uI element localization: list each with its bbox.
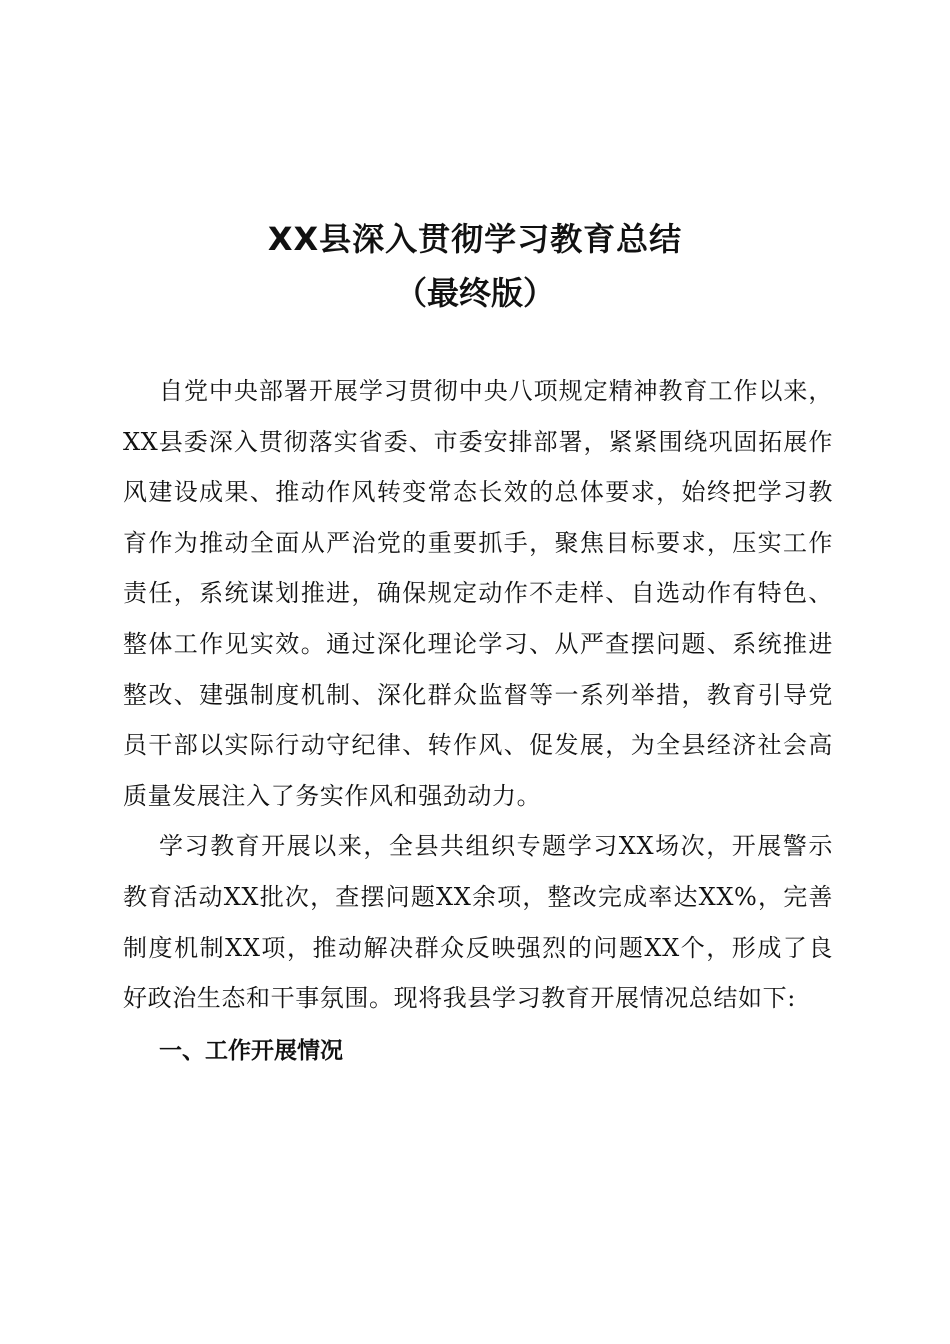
paragraph-intro: 自党中央部署开展学习贯彻中央八项规定精神教育工作以来，XX县委深入贯彻落实省委、市委安排部署，紧紧围绕巩固拓展作风建设成果、推动作风转变常态长效的总体要求，始终把学习教育作为推动全面从严治党的重要抓手，聚焦目标要求，压实工作责任，系统谋划推进，确保规定动作不走样、自选动作有特色、整体工作见实效。通过深化理论学习、从严查摆问题、系统推进整改、建强制度机制、深化群众监督等一系列举措，教育引导党员干部以实际行动守纪律、转作风、促发展，为全县经济社会高质量发展注入了务实作风和强劲动力。: [123, 377, 833, 810]
title-block: [0, 212, 950, 320]
section-heading: 一、工作开展情况: [159, 1037, 343, 1064]
document-title: XX县深入贯彻学习教育总结: [267, 220, 683, 258]
document-body: [123, 366, 833, 1076]
document-subtitle: （最终版）: [394, 274, 555, 312]
paragraph-summary: 学习教育开展以来，全县共组织专题学习XX场次，开展警示教育活动XX批次，查摆问题XX余项，整改完成率达XX%，完善制度机制XX项，推动解决群众反映强烈的问题XX个，形成了良好政治生态和干事氛围。现将我县学习教育开展情况总结如下:: [123, 832, 833, 1013]
